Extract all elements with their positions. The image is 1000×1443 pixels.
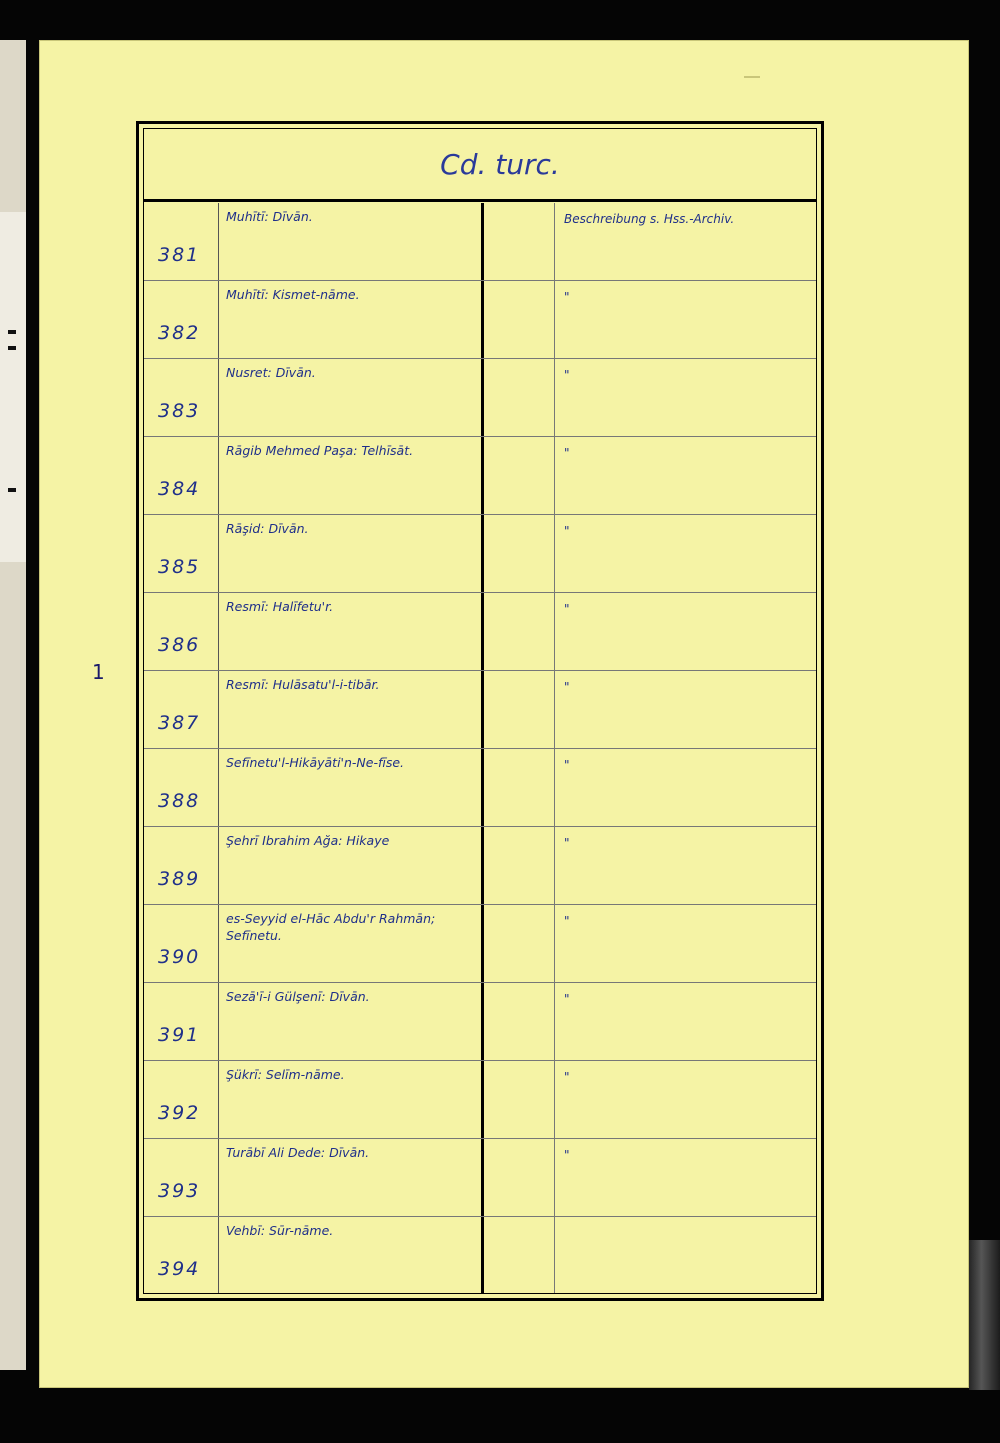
entry-title: Vehbī: Sūr-nāme. — [226, 1223, 334, 1238]
entry-note: Beschreibung s. Hss.-Archiv. — [564, 212, 735, 226]
entry-number: 386 — [158, 634, 201, 656]
entry-number: 387 — [158, 712, 201, 734]
entry-number: 382 — [158, 322, 201, 344]
entry-number: 381 — [158, 244, 201, 266]
entry-number: 384 — [158, 478, 201, 500]
entry-note: " — [564, 914, 570, 928]
table-row — [144, 670, 816, 749]
ink-fragment — [8, 346, 16, 350]
entry-title: Rāgib Mehmed Paşa: Telhīsāt. — [226, 443, 414, 458]
entry-note: " — [564, 446, 570, 460]
entry-note: " — [564, 524, 570, 538]
entry-number: 394 — [158, 1258, 201, 1280]
table-row — [144, 436, 816, 515]
entry-rows — [144, 202, 816, 1293]
entry-note: " — [564, 992, 570, 1006]
ink-fragment — [8, 330, 16, 334]
entry-note: " — [564, 836, 570, 850]
table-row — [144, 202, 816, 281]
adjacent-page-label-strip — [0, 212, 26, 562]
entry-number: 390 — [158, 946, 201, 968]
entry-title: Nusret: Dīvān. — [226, 365, 316, 380]
entry-number: 388 — [158, 790, 201, 812]
entry-number: 391 — [158, 1024, 201, 1046]
index-table — [136, 121, 824, 1301]
index-table-inner — [143, 128, 817, 1294]
table-row — [144, 1138, 816, 1217]
entry-title: Sezā'ī-i Gülşenī: Dīvān. — [226, 989, 370, 1004]
entry-number: 389 — [158, 868, 201, 890]
table-row — [144, 514, 816, 593]
entry-number: 383 — [158, 400, 201, 422]
entry-number: 392 — [158, 1102, 201, 1124]
entry-title: Muhītī: Dīvān. — [226, 209, 313, 224]
entry-title: Muhītī: Kismet-nāme. — [226, 287, 360, 302]
entry-note: " — [564, 1070, 570, 1084]
table-header — [144, 129, 816, 202]
entry-title: Sefīnetu'l-Hikāyāti'n-Ne-fīse. — [226, 755, 405, 770]
adjacent-page-edge — [0, 40, 26, 1370]
entry-title: Rāşid: Dīvān. — [226, 521, 309, 536]
table-row — [144, 748, 816, 827]
entry-note: " — [564, 680, 570, 694]
pencil-dash — [744, 76, 760, 78]
entry-note: " — [564, 758, 570, 772]
table-row — [144, 358, 816, 437]
table-row — [144, 280, 816, 359]
collection-title: Cd. turc. — [440, 147, 560, 181]
table-row — [144, 592, 816, 671]
table-row — [144, 826, 816, 905]
ink-fragment — [8, 488, 16, 492]
entry-note: " — [564, 368, 570, 382]
entry-note: " — [564, 1148, 570, 1162]
entry-number: 393 — [158, 1180, 201, 1202]
table-row — [144, 1216, 816, 1294]
entry-title: es-Seyyid el-Hāc Abdu'r Rahmān; Sefīnetu. — [226, 911, 436, 943]
entry-title: Resmī: Hulāsatu'l-i-tibār. — [226, 677, 380, 692]
entry-title: Turābī Ali Dede: Dīvān. — [226, 1145, 370, 1160]
entry-number: 385 — [158, 556, 201, 578]
entry-note: " — [564, 290, 570, 304]
entry-note: " — [564, 602, 570, 616]
table-row — [144, 1060, 816, 1139]
entry-title: Resmī: Halīfetu'r. — [226, 599, 334, 614]
entry-title: Şükrī: Selīm-nāme. — [226, 1067, 345, 1082]
plastic-sleeve-edge — [969, 1240, 1000, 1390]
table-row — [144, 904, 816, 983]
table-row — [144, 982, 816, 1061]
entry-title: Şehrī Ibrahim Ağa: Hikaye — [226, 833, 390, 848]
margin-pencil-mark: 1 — [92, 660, 105, 684]
